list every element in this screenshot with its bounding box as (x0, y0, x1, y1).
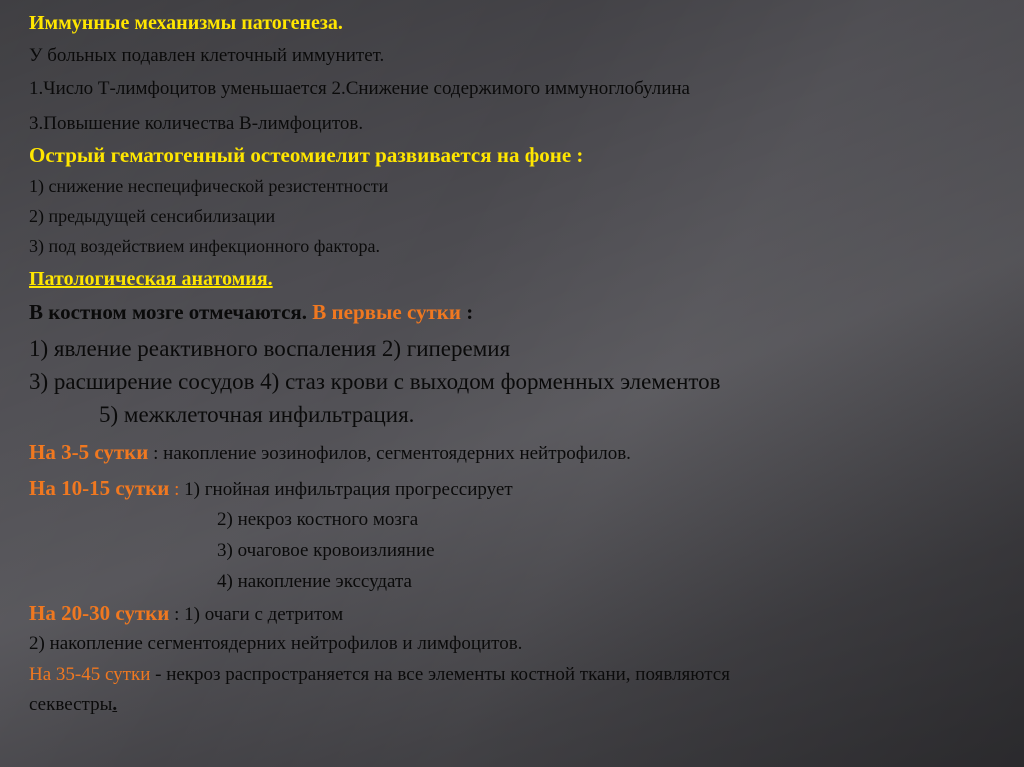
text-line: 3) очаговое кровоизлияние (217, 540, 435, 561)
text-span: : 1) очаги с детритом (169, 604, 344, 625)
day-label: На 10-15 сутки (29, 476, 170, 500)
section-title-osteomyelitis: Острый гематогенный остеомиелит развивается на фоне : (29, 143, 584, 167)
text-span: : накопление эозинофилов, сегментоядерних нейтрофилов. (148, 443, 631, 464)
text-span: В костном мозге отмечаются. (29, 300, 313, 324)
section-title-pathology: Патологическая анатомия. (29, 268, 273, 290)
text-span: . (112, 694, 118, 715)
text-line: 4) накопление экссудата (217, 571, 412, 592)
section-title-immune: Иммунные механизмы патогенеза. (29, 12, 343, 34)
text-line (29, 476, 513, 501)
text-line (29, 694, 117, 716)
text-line: 3.Повышение количества В-лимфоцитов. (29, 113, 364, 134)
text-line: 2) предыдущей сенсибилизации (29, 206, 276, 226)
text-line: 1) снижение неспецифической резистентности (29, 176, 389, 196)
text-line: 5) межклеточная инфильтрация. (99, 402, 415, 427)
text-span: - некроз распространяется на все элементы костной ткани, появляются (150, 664, 730, 685)
text-line: 3) расширение сосудов 4) стаз крови с выходом форменных элементов (29, 369, 721, 394)
day-label: На 35-45 сутки (29, 664, 151, 685)
day-label: На 20-30 сутки (29, 601, 170, 625)
text-line: 1) явление реактивного воспаления 2) гиперемия (29, 336, 511, 361)
text-span: : (461, 300, 474, 324)
day-label: На 3-5 сутки (29, 440, 149, 464)
text-line: 2) накопление сегментоядерних нейтрофилов и лимфоцитов. (29, 633, 523, 654)
text-line (29, 664, 730, 686)
text-line: 3) под воздействием инфекционного фактора. (29, 236, 380, 256)
text-line (29, 601, 343, 626)
text-line (29, 440, 631, 465)
text-span: 1) гнойная инфильтрация прогрессирует (184, 479, 513, 500)
day-label: В первые сутки (312, 300, 462, 324)
text-span: секвестры (29, 694, 113, 715)
text-line: У больных подавлен клеточный иммунитет. (29, 45, 385, 66)
text-line: 1.Число Т-лимфоцитов уменьшается 2.Снижение содержимого иммуноглобулина (29, 78, 690, 99)
text-span: : (169, 479, 185, 500)
text-line (29, 300, 473, 325)
text-line: 2) некроз костного мозга (217, 509, 419, 530)
